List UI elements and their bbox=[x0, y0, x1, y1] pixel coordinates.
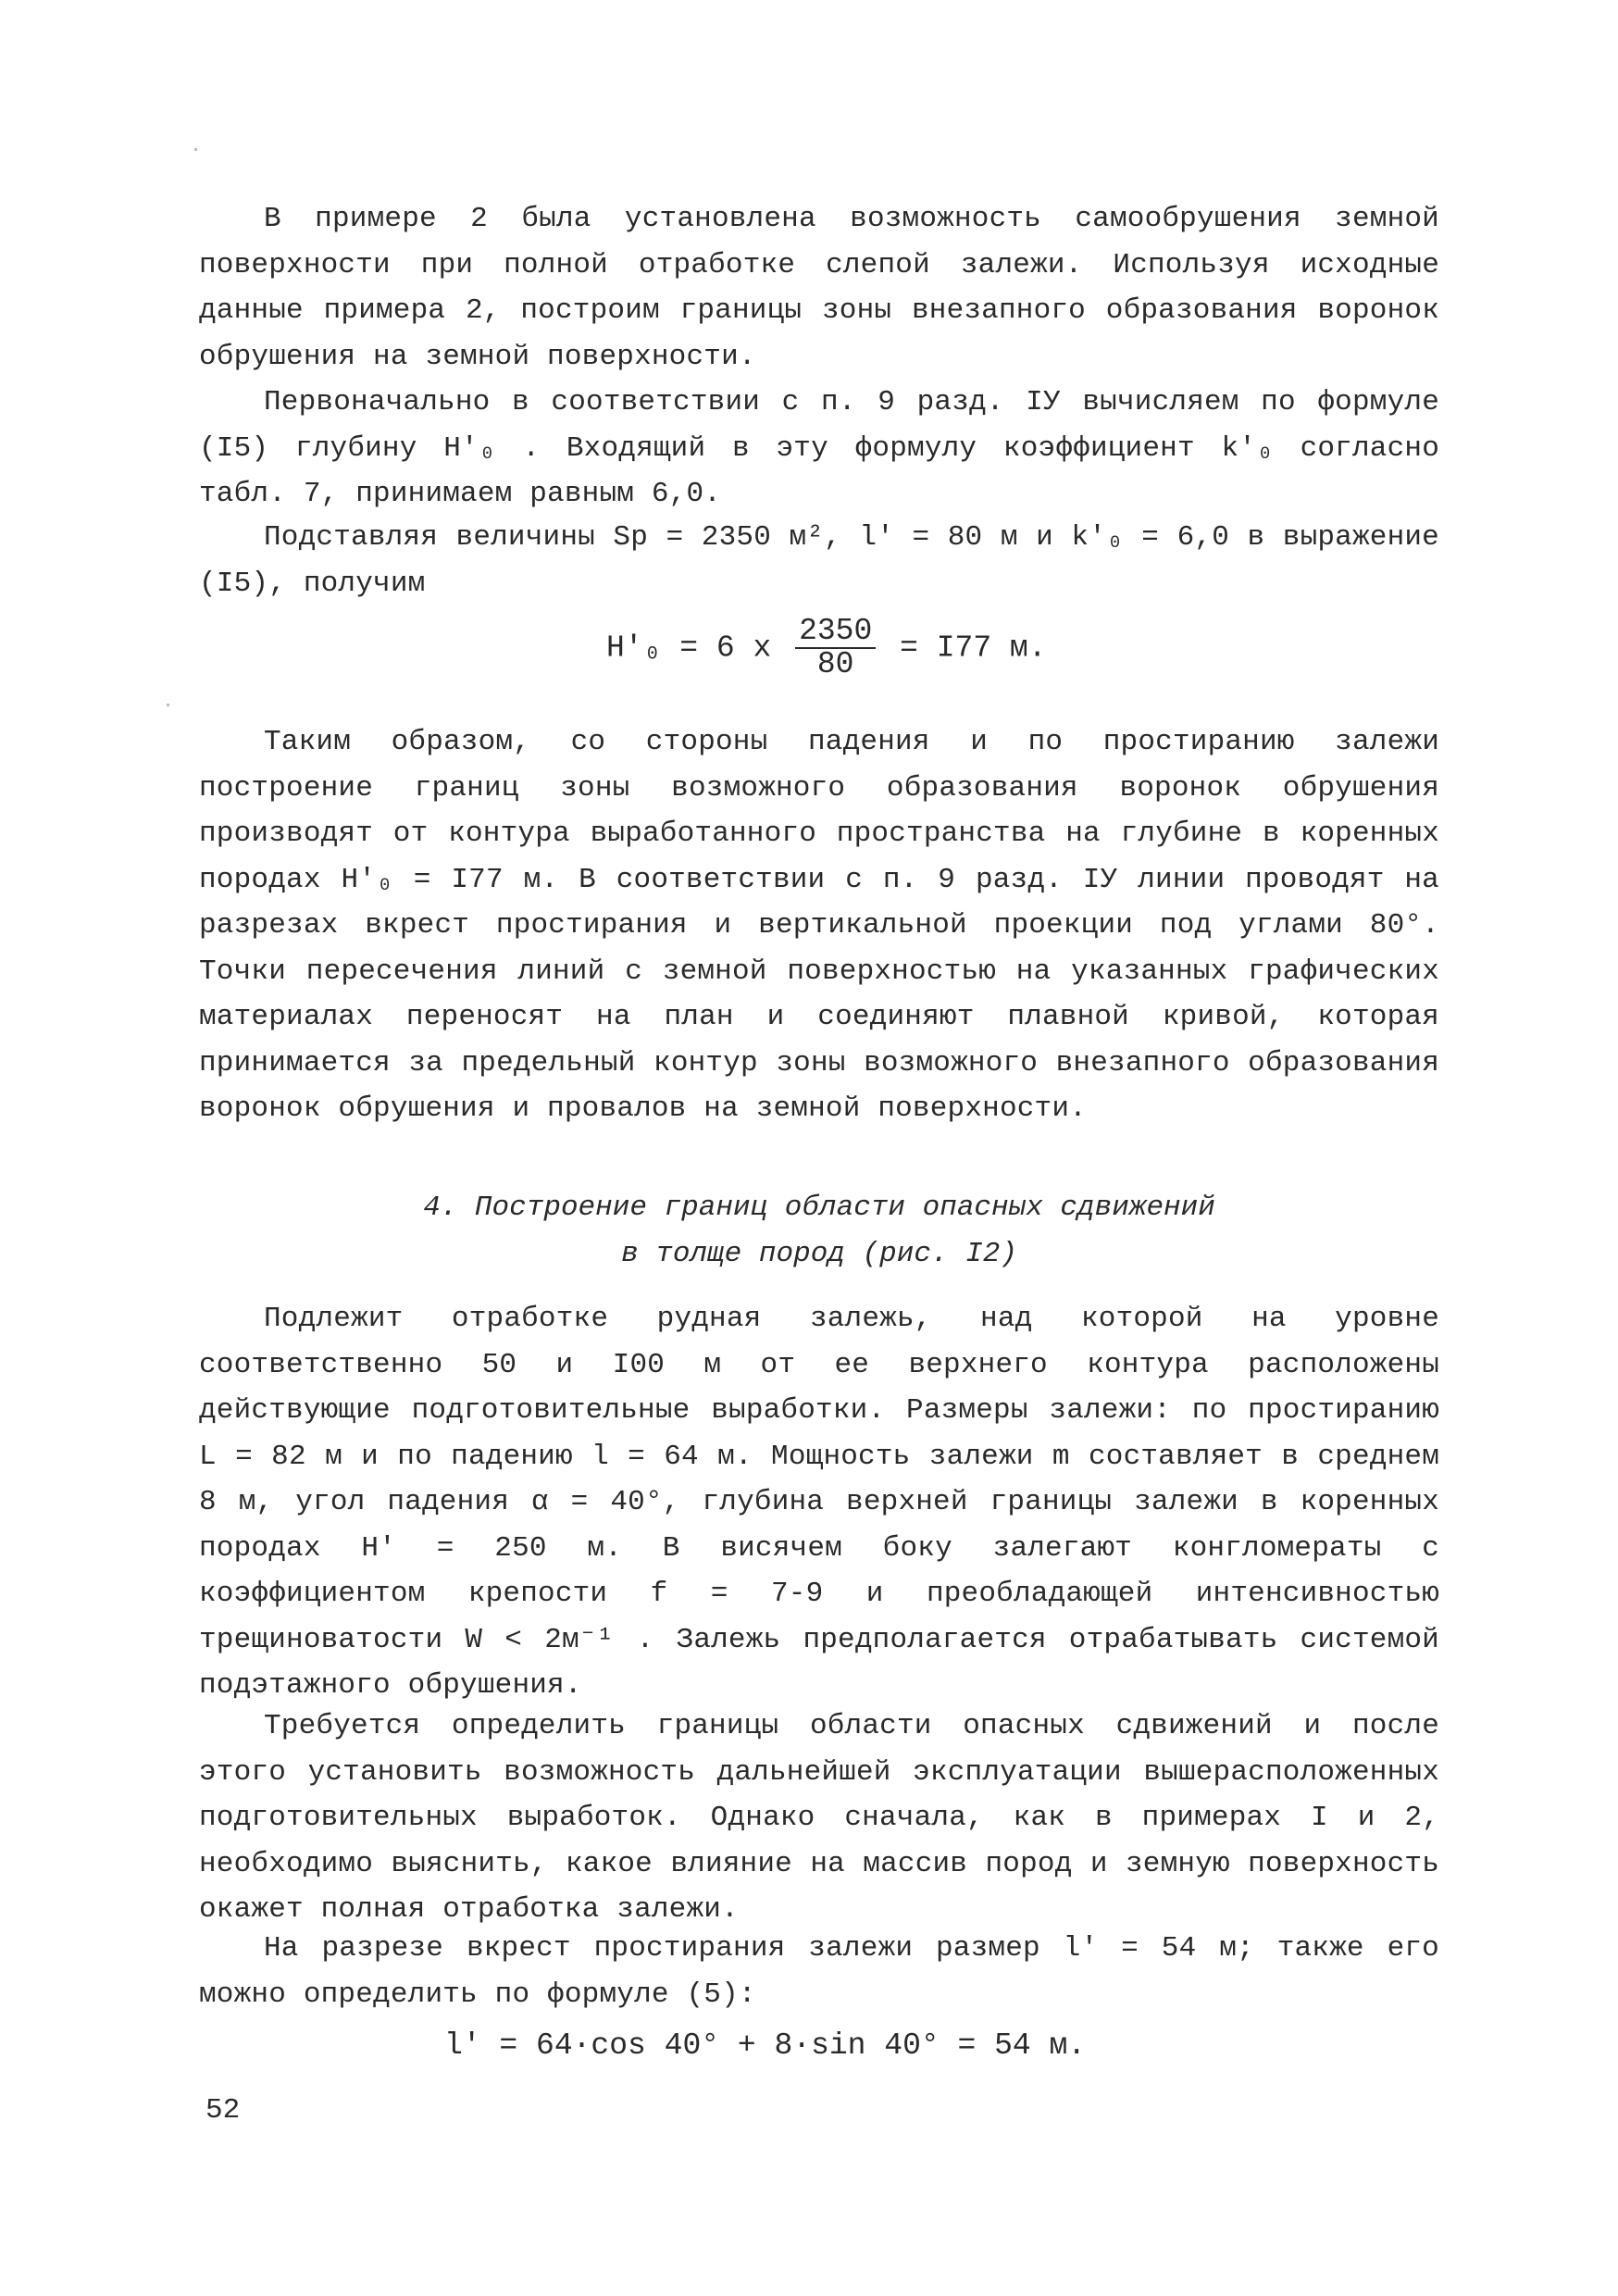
paragraph-6: Требуется определить границы области опасных сдвижений и после этого установить возможность дальнейшей эксплуатации вышерасположенных подготовительных выработок. Однако сначала, как в примерах I и 2, необходимо выяснить, какое влияние на массив пород и земную поверхность окажет полная отработка залежи. bbox=[199, 1710, 1439, 1926]
paragraph-4: Таким образом, со стороны падения и по простиранию залежи построение границ зоны возможного образования воронок обрушения производят от контура выработанного пространства на глубине в коренных породах H'₀ = I77 м. В соответствии с п. 9 разд. IУ линии проводят на разрезах вкрест простирания и вертикальной проекции под углами 80°. Точки пересечения линий с земной поверхностью на указанных графических материалах переносят на план и соединяют плавной кривой, которая принимается за предельный контур зоны возможного внезапного образования воронок обрушения и провалов на земной поверхности. bbox=[199, 726, 1439, 1125]
section-heading-line-2: в толще пород (рис. I2) bbox=[621, 1238, 1017, 1270]
formula-rhs: = I77 м. bbox=[900, 630, 1047, 666]
formula-lhs: H'₀ bbox=[606, 630, 662, 666]
formula-h0 bbox=[606, 616, 1047, 680]
paragraph-2: Первоначально в соответствии с п. 9 разд. IУ вычисляем по формуле (I5) глубину H'₀ . Входящий в эту формулу коэффициент k'₀ согласно табл. 7, принимаем равным 6,0. bbox=[199, 386, 1439, 510]
paragraph-7: На разрезе вкрест простирания залежи размер l' = 54 м; также его можно определить по формуле (5): bbox=[199, 1932, 1439, 2011]
formula-fraction bbox=[795, 616, 876, 680]
formula-eq: = 6 x bbox=[679, 630, 772, 666]
paragraph-5: Подлежит отработке рудная залежь, над которой на уровне соответственно 50 и I00 м от ее верхнего контура расположены действующие подготовительные выработки. Размеры залежи: по простиранию L = 82 м и по падению l = 64 м. Мощность залежи m составляет в среднем 8 м, угол падения α = 40°, глубина верхней границы залежи в коренных породах H' = 250 м. В висячем боку залегают конгломераты с коэффициентом крепости f = 7-9 и преобладающей интенсивностью трещиноватости W < 2м⁻¹ . Залежь предполагается отрабатывать системой подэтажного обрушения. bbox=[199, 1303, 1440, 1702]
fraction-numerator: 2350 bbox=[795, 616, 876, 649]
section-heading-line-1: 4. Построение границ области опасных сдвижений bbox=[423, 1192, 1215, 1224]
paragraph-3: Подставляя величины Sp = 2350 м², l' = 80 м и k'₀ = 6,0 в выражение (I5), получим bbox=[199, 521, 1439, 600]
scan-speck bbox=[167, 704, 169, 706]
formula-l-prime: l' = 64·cos 40° + 8·sin 40° = 54 м. bbox=[444, 2028, 1087, 2063]
paragraph-1: В примере 2 была установлена возможность самообрушения земной поверхности при полной отработке слепой залежи. Используя исходные данные примера 2, построим границы зоны внезапного образования воронок обрушения на земной поверхности. bbox=[199, 203, 1439, 373]
page-number: 52 bbox=[205, 2094, 241, 2127]
fraction-denominator: 80 bbox=[816, 647, 854, 681]
scan-speck bbox=[194, 148, 197, 151]
